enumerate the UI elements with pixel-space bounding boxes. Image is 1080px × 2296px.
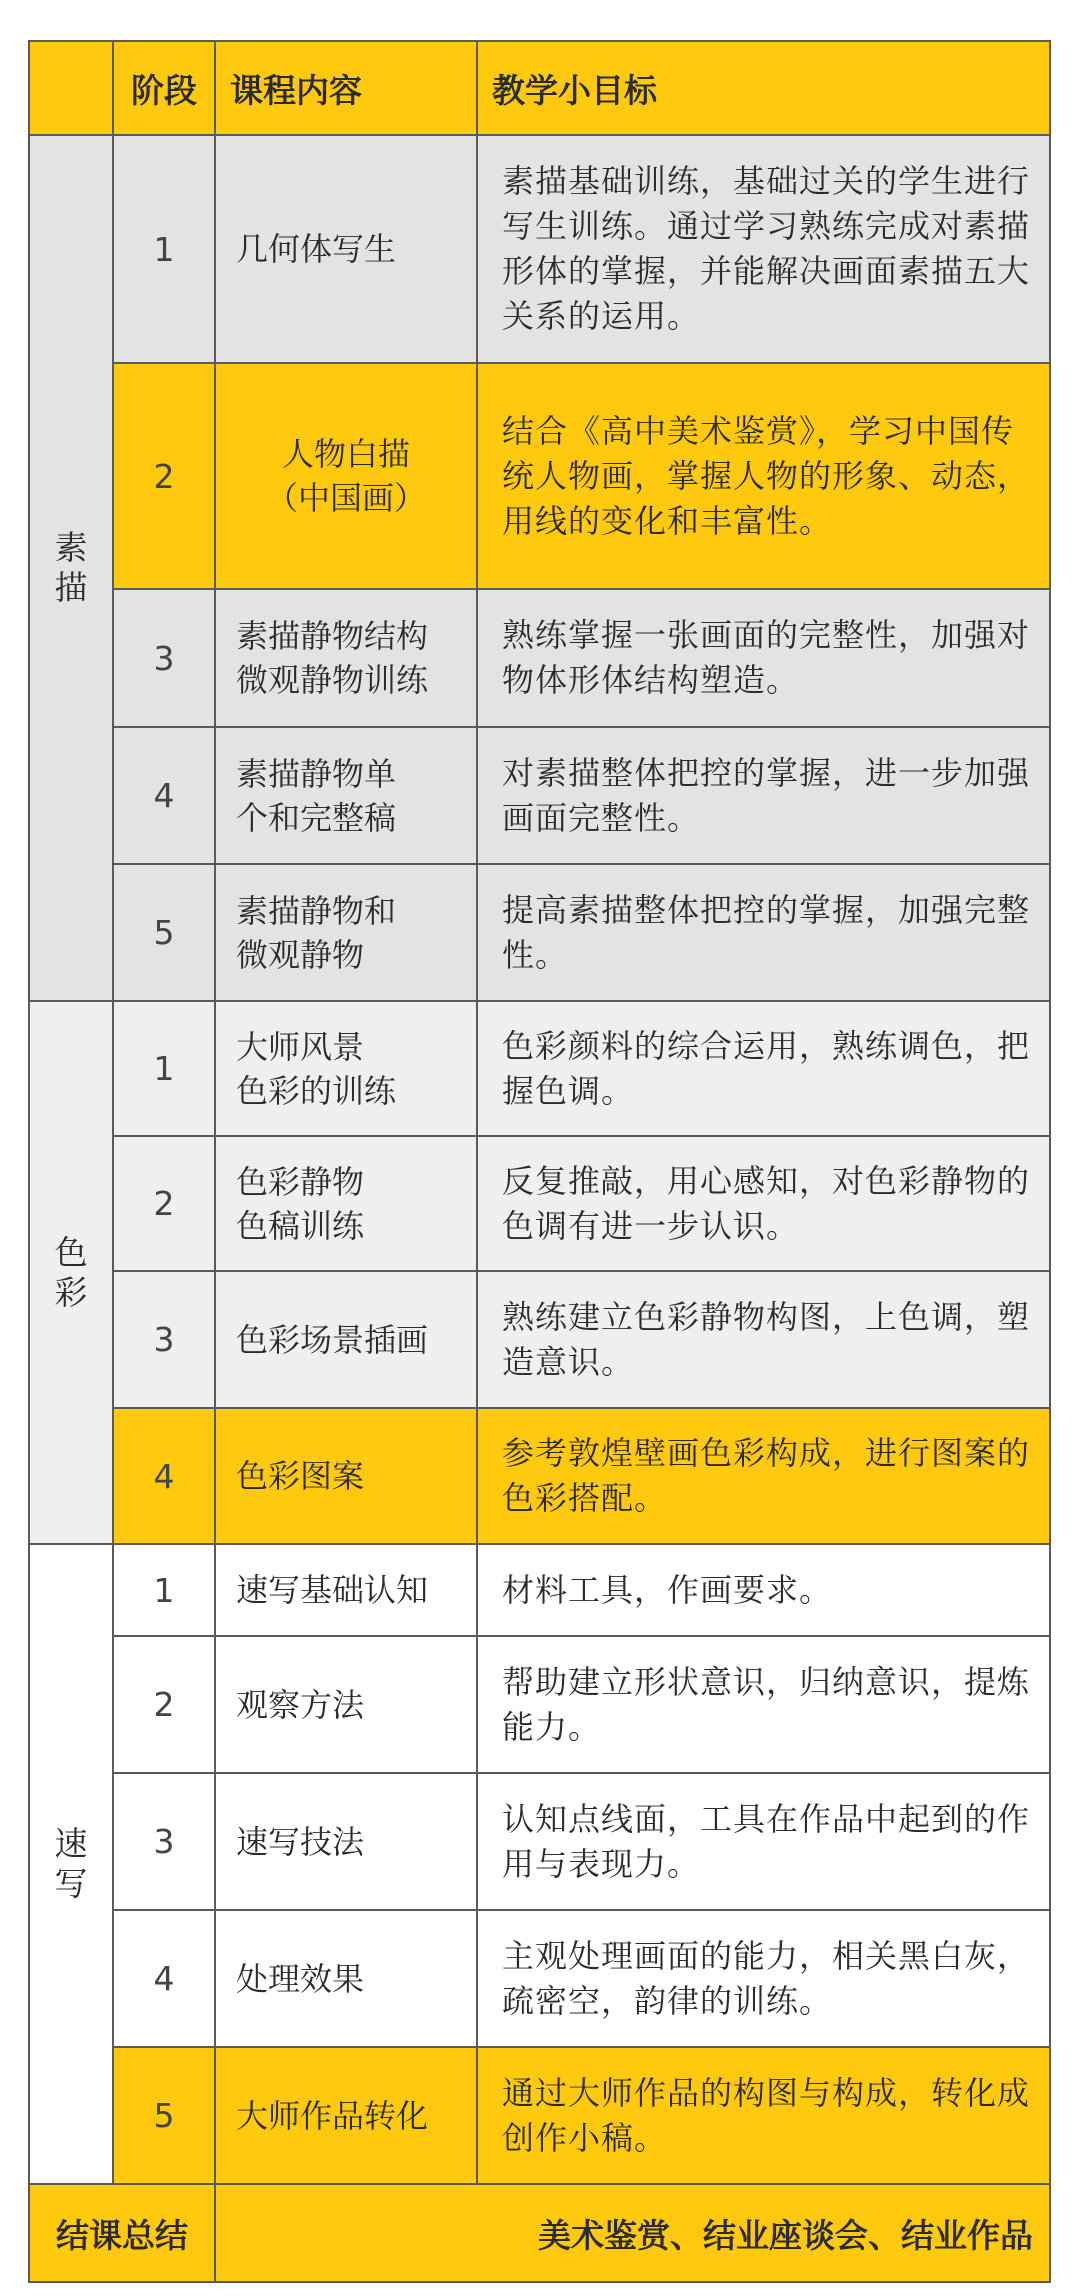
table-row	[29, 1271, 1050, 1408]
goal-text: 结合《高中美术鉴赏》，学习中国传统人物画，掌握人物的形象、动态，用线的变化和丰富性。	[477, 363, 1050, 589]
course-name: 观察方法	[215, 1636, 477, 1773]
goal-text: 反复推敲，用心感知，对色彩静物的色调有进一步认识。	[477, 1136, 1050, 1271]
stage-number: 1	[113, 1544, 215, 1636]
table-row	[29, 363, 1050, 589]
table-row	[29, 727, 1050, 864]
table-row	[29, 1910, 1050, 2047]
stage-number: 2	[113, 1136, 215, 1271]
summary-content: 美术鉴赏、结业座谈会、结业作品	[215, 2184, 1050, 2282]
table-row	[29, 1544, 1050, 1636]
goal-text: 认知点线面，工具在作品中起到的作用与表现力。	[477, 1773, 1050, 1910]
stage-number: 5	[113, 864, 215, 1001]
course-name: 色彩静物 色稿训练	[215, 1136, 477, 1271]
goal-text: 色彩颜料的综合运用，熟练调色，把握色调。	[477, 1001, 1050, 1136]
table-row	[29, 1636, 1050, 1773]
stage-number: 1	[113, 135, 215, 363]
header-goal: 教学小目标	[477, 41, 1050, 135]
group-label-sumiao: 素 描	[29, 135, 113, 1001]
table-row	[29, 135, 1050, 363]
table-row	[29, 1773, 1050, 1910]
course-name: 处理效果	[215, 1910, 477, 2047]
course-name: 素描静物单 个和完整稿	[215, 727, 477, 864]
summary-label: 结课总结	[29, 2184, 215, 2282]
goal-text: 熟练建立色彩静物构图，上色调，塑造意识。	[477, 1271, 1050, 1408]
course-name: 色彩图案	[215, 1408, 477, 1544]
course-name: 人物白描 （中国画）	[215, 363, 477, 589]
table-row	[29, 1001, 1050, 1136]
course-name: 素描静物结构 微观静物训练	[215, 589, 477, 727]
course-name: 色彩场景插画	[215, 1271, 477, 1408]
goal-text: 参考敦煌壁画色彩构成，进行图案的色彩搭配。	[477, 1408, 1050, 1544]
header-row	[29, 41, 1050, 135]
goal-text: 通过大师作品的构图与构成，转化成创作小稿。	[477, 2047, 1050, 2184]
summary-row	[29, 2184, 1050, 2282]
stage-number: 3	[113, 1271, 215, 1408]
header-course: 课程内容	[215, 41, 477, 135]
goal-text: 对素描整体把控的掌握，进一步加强画面完整性。	[477, 727, 1050, 864]
curriculum-table	[28, 40, 1051, 2283]
table-row	[29, 1408, 1050, 1544]
goal-text: 提高素描整体把控的掌握，加强完整性。	[477, 864, 1050, 1001]
course-name: 大师风景 色彩的训练	[215, 1001, 477, 1136]
group-label-suxie: 速 写	[29, 1544, 113, 2184]
table-row	[29, 2047, 1050, 2184]
stage-number: 3	[113, 589, 215, 727]
stage-number: 2	[113, 1636, 215, 1773]
course-name: 速写基础认知	[215, 1544, 477, 1636]
header-stage: 阶段	[113, 41, 215, 135]
stage-number: 3	[113, 1773, 215, 1910]
stage-number: 4	[113, 1408, 215, 1544]
course-name: 速写技法	[215, 1773, 477, 1910]
stage-number: 5	[113, 2047, 215, 2184]
table-row	[29, 864, 1050, 1001]
table-row	[29, 589, 1050, 727]
stage-number: 4	[113, 1910, 215, 2047]
course-name: 几何体写生	[215, 135, 477, 363]
table-row	[29, 1136, 1050, 1271]
goal-text: 帮助建立形状意识，归纳意识，提炼能力。	[477, 1636, 1050, 1773]
goal-text: 材料工具，作画要求。	[477, 1544, 1050, 1636]
goal-text: 熟练掌握一张画面的完整性，加强对物体形体结构塑造。	[477, 589, 1050, 727]
stage-number: 1	[113, 1001, 215, 1136]
goal-text: 素描基础训练，基础过关的学生进行写生训练。通过学习熟练完成对素描形体的掌握，并能解决画面素描五大关系的运用。	[477, 135, 1050, 363]
header-blank-cell	[29, 41, 113, 135]
goal-text: 主观处理画面的能力，相关黑白灰，疏密空，韵律的训练。	[477, 1910, 1050, 2047]
course-name: 大师作品转化	[215, 2047, 477, 2184]
course-name: 素描静物和 微观静物	[215, 864, 477, 1001]
stage-number: 2	[113, 363, 215, 589]
stage-number: 4	[113, 727, 215, 864]
group-label-secai: 色 彩	[29, 1001, 113, 1544]
